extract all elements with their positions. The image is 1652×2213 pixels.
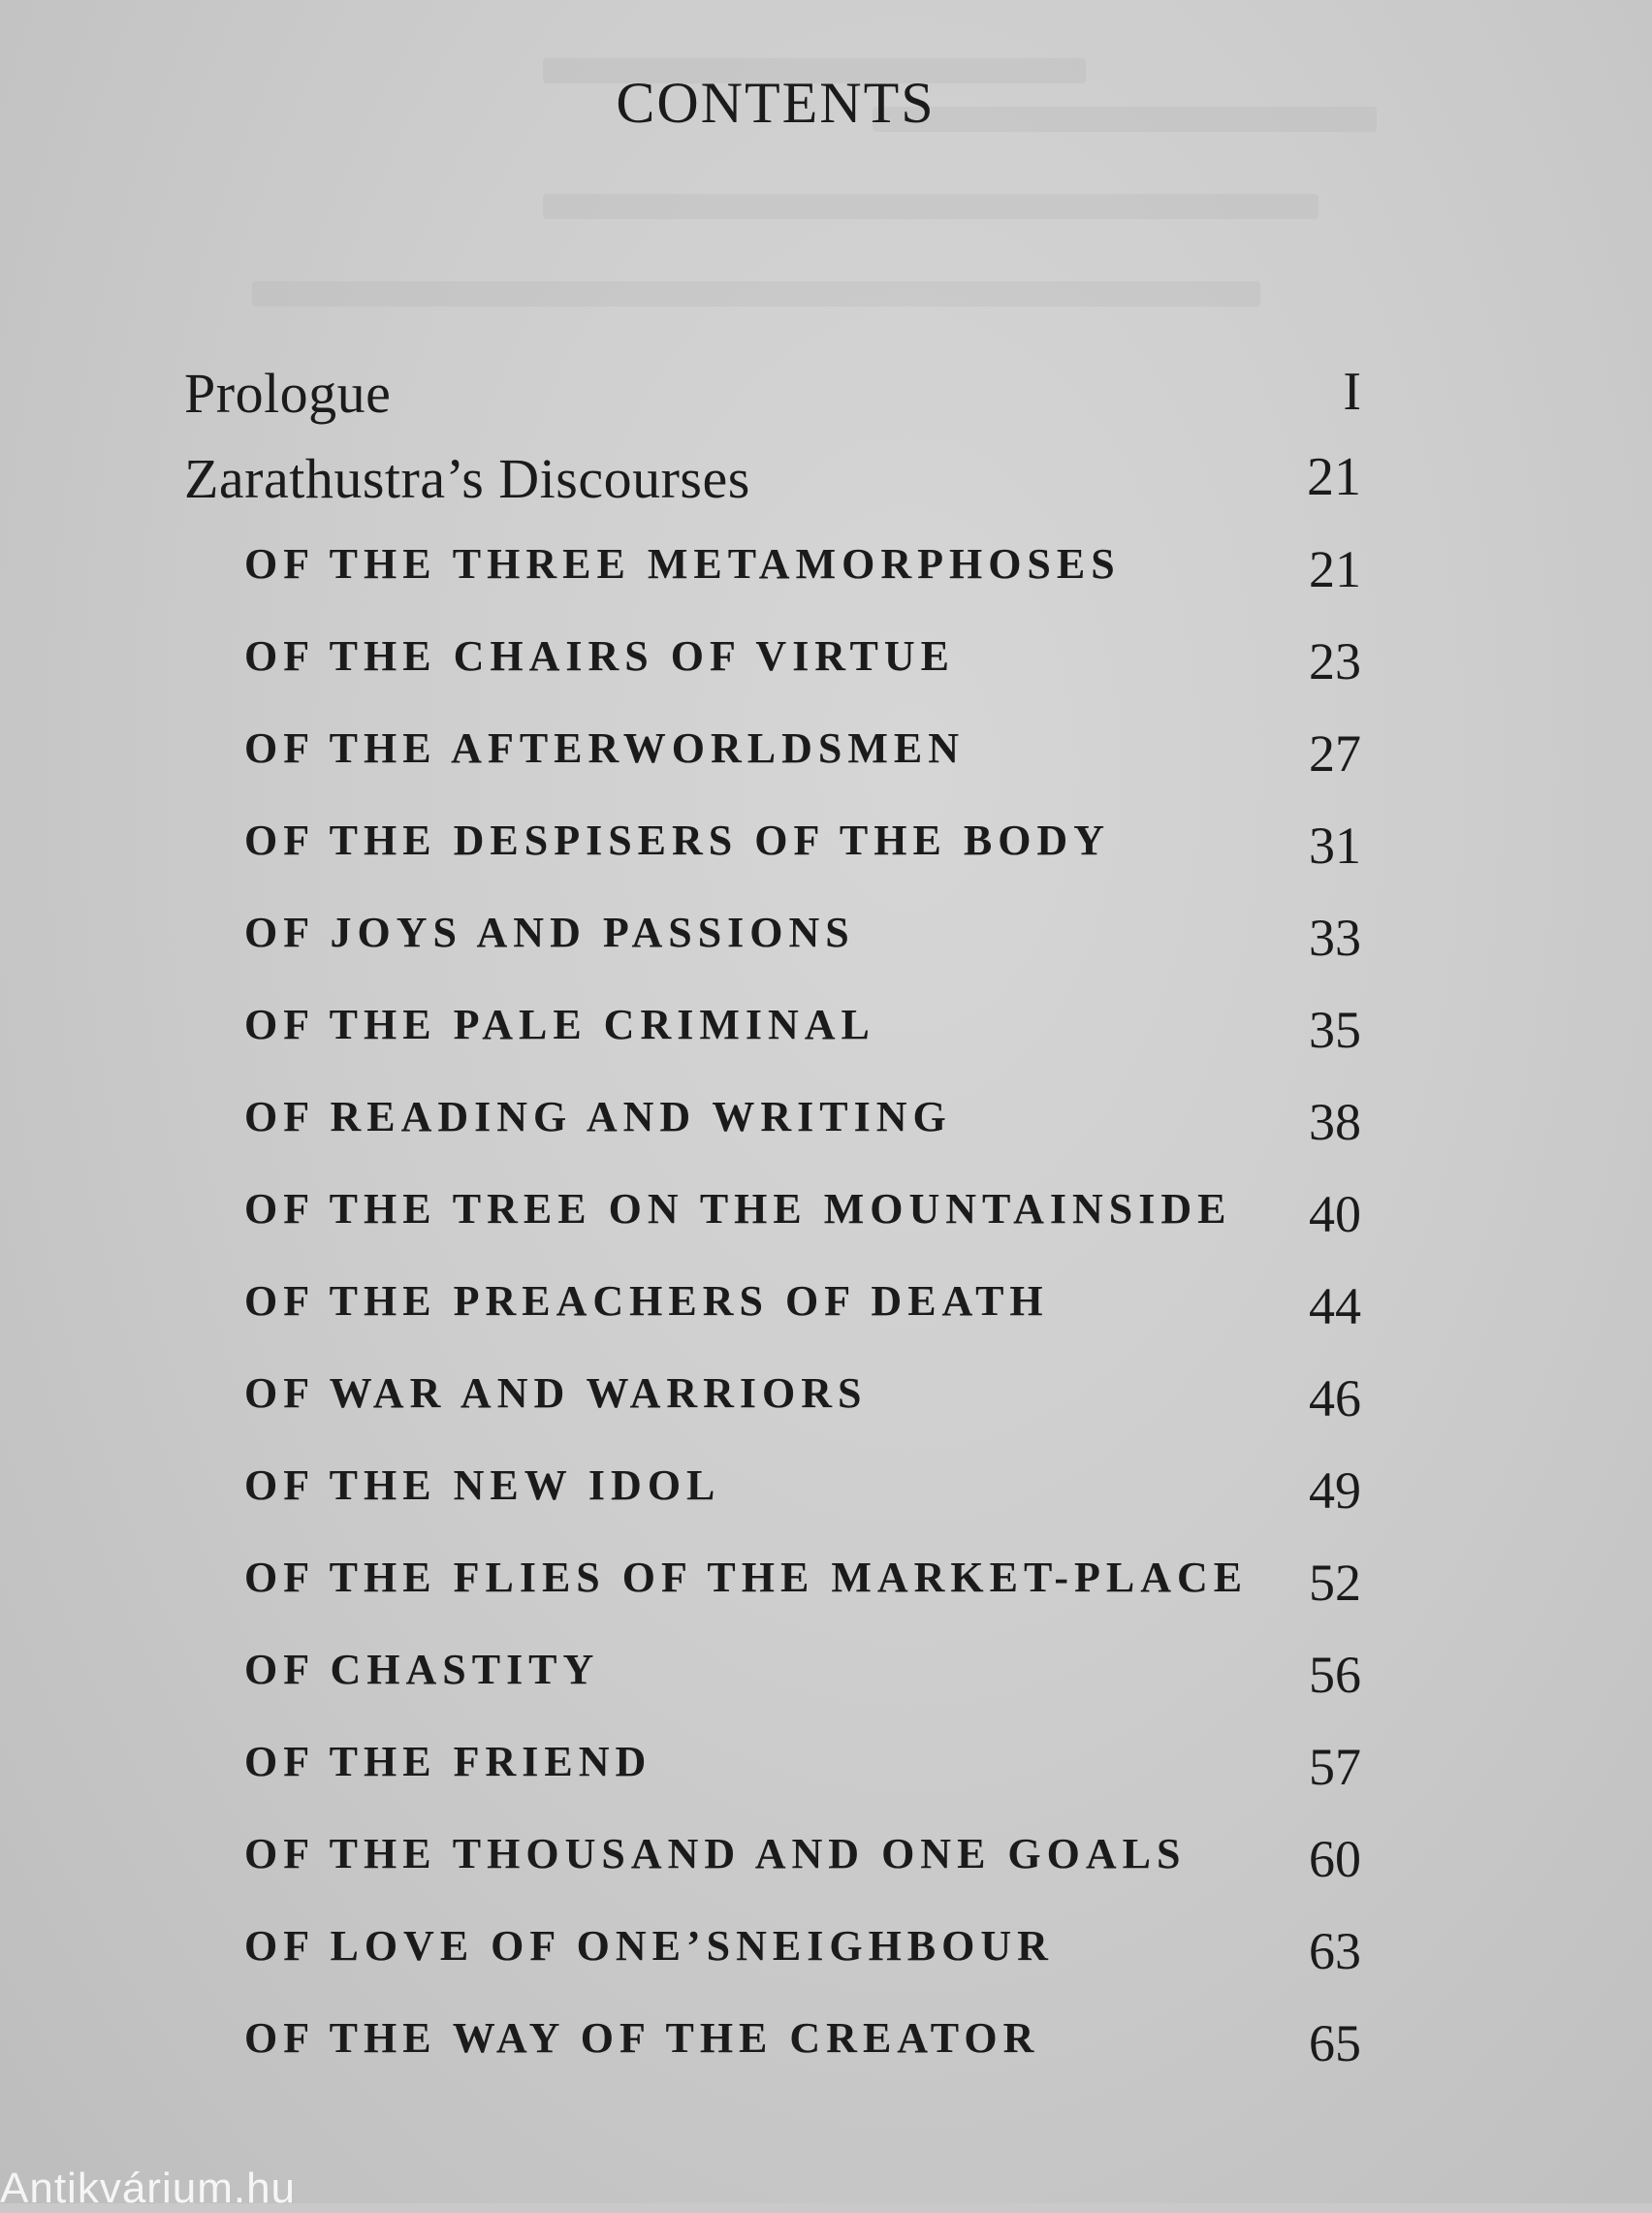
toc-chapter-entry: [0, 1553, 1652, 1630]
toc-page-number: 21: [1307, 447, 1361, 507]
toc-chapter-entry: [0, 1184, 1652, 1262]
toc-page-number: 27: [1309, 724, 1361, 783]
toc-chapter-entry: [0, 1276, 1652, 1354]
toc-chapter-entry: [0, 723, 1652, 801]
toc-entry-title: OF LOVE OF ONE’SNEIGHBOUR: [244, 1922, 1054, 1970]
toc-entry-title: Zarathustra’s Discourses: [184, 447, 750, 510]
toc-page-number: 60: [1309, 1830, 1361, 1888]
toc-entry-title: OF THE DESPISERS OF THE BODY: [244, 817, 1110, 864]
toc-page-number: 49: [1309, 1461, 1361, 1520]
toc-chapter-entry: [0, 2013, 1652, 2091]
toc-page-number: 56: [1309, 1646, 1361, 1704]
toc-chapter-entry: [0, 908, 1652, 985]
toc-chapter-entry: [0, 1460, 1652, 1538]
toc-chapter-entry: [0, 1921, 1652, 1999]
toc-page-number: I: [1343, 362, 1361, 422]
toc-chapter-entry: [0, 539, 1652, 617]
toc-section-entry: [0, 361, 1652, 438]
toc-entry-title: OF THE CHAIRS OF VIRTUE: [244, 632, 956, 680]
toc-page-number: 44: [1309, 1277, 1361, 1335]
toc-entry-title: OF CHASTITY: [244, 1646, 600, 1693]
toc-page-number: 63: [1309, 1922, 1361, 1980]
toc-page-number: 40: [1309, 1185, 1361, 1243]
toc-page-number: 38: [1309, 1093, 1361, 1151]
toc-chapter-entry: [0, 1737, 1652, 1814]
toc-chapter-entry: [0, 1092, 1652, 1170]
toc-entry-title: OF THE FLIES OF THE MARKET-PLACE: [244, 1554, 1249, 1601]
toc-chapter-entry: [0, 1368, 1652, 1446]
toc-entry-title: OF THE TREE ON THE MOUNTAINSIDE: [244, 1185, 1232, 1233]
toc-page-number: 23: [1309, 632, 1361, 690]
toc-section-entry: [0, 446, 1652, 524]
toc-page-number: 46: [1309, 1369, 1361, 1427]
toc-entry-title: OF THE NEW IDOL: [244, 1461, 721, 1509]
toc-entry-title: OF THE PREACHERS OF DEATH: [244, 1277, 1049, 1325]
toc-entry-title: OF WAR AND WARRIORS: [244, 1369, 868, 1417]
toc-chapter-entry: [0, 816, 1652, 893]
toc-entry-title: Prologue: [184, 362, 392, 425]
toc-chapter-entry: [0, 631, 1652, 709]
toc-chapter-entry: [0, 1645, 1652, 1722]
toc-chapter-entry: [0, 1829, 1652, 1907]
toc-page-number: 31: [1309, 817, 1361, 875]
toc-entry-title: OF READING AND WRITING: [244, 1093, 952, 1140]
toc-page-number: 52: [1309, 1554, 1361, 1612]
toc-entry-title: OF THE THOUSAND AND ONE GOALS: [244, 1830, 1187, 1877]
toc-page-number: 57: [1309, 1738, 1361, 1796]
toc-entry-title: OF THE AFTERWORLDSMEN: [244, 724, 965, 772]
toc-entry-title: OF THE PALE CRIMINAL: [244, 1001, 875, 1048]
toc-entry-title: OF THE THREE METAMORPHOSES: [244, 540, 1121, 588]
toc-page-number: 65: [1309, 2014, 1361, 2072]
toc-page-number: 35: [1309, 1001, 1361, 1059]
contents-heading-text: CONTENTS: [616, 71, 936, 135]
toc-page-number: 21: [1309, 540, 1361, 598]
toc-entry-title: OF THE FRIEND: [244, 1738, 652, 1785]
toc-entry-title: OF JOYS AND PASSIONS: [244, 909, 855, 956]
toc-entry-title: OF THE WAY OF THE CREATOR: [244, 2014, 1040, 2062]
toc-page-number: 33: [1309, 909, 1361, 967]
watermark-text: Antikvárium.hu: [0, 2165, 297, 2212]
toc-chapter-entry: [0, 1000, 1652, 1077]
